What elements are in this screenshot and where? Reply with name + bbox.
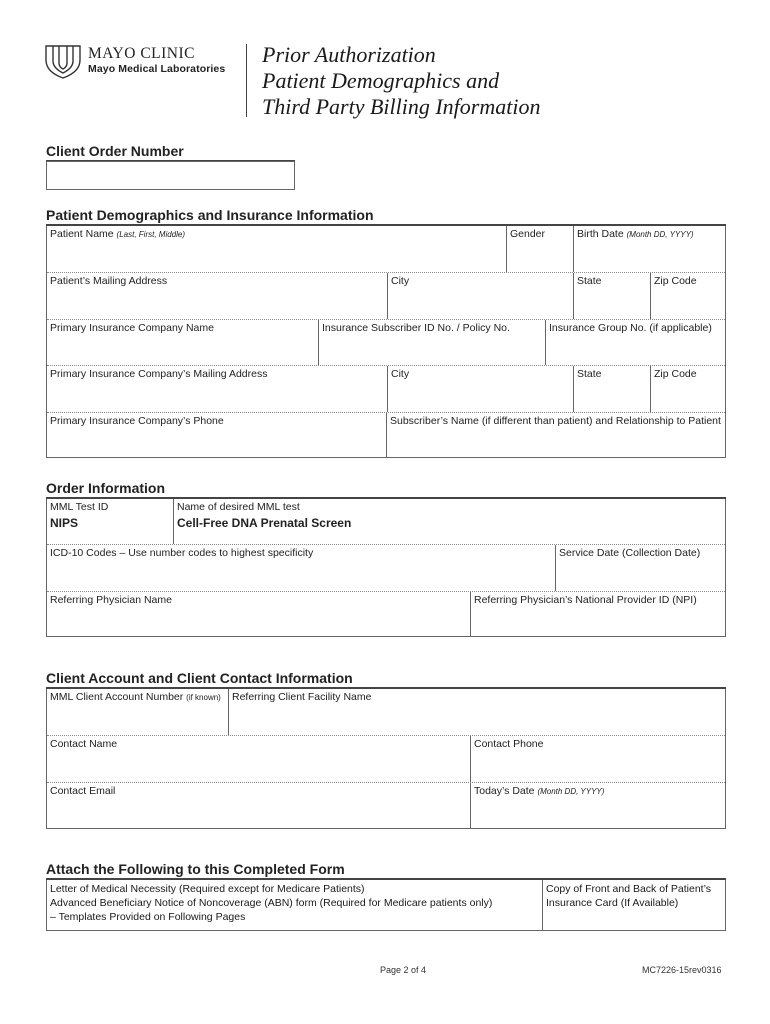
patient-row-3	[47, 319, 725, 365]
attach-item-card-line-1: Copy of Front and Back of Patient’s	[546, 883, 711, 895]
patient-zip-label: Zip Code	[654, 275, 697, 287]
facility-name-label: Referring Client Facility Name	[232, 691, 372, 703]
attach-item-abn: Advanced Beneficiary Notice of Noncoverage (ABN) form (Required for Medicare patients only)	[50, 897, 493, 909]
contact-email-field[interactable]	[47, 783, 470, 828]
attach-left-column	[50, 882, 492, 924]
birth-date-label: Birth Date	[577, 228, 624, 240]
client-order-number-field[interactable]	[46, 161, 295, 190]
test-name-label: Name of desired MML test	[177, 501, 300, 513]
test-id-value: NIPS	[50, 516, 79, 530]
physician-name-field[interactable]	[47, 592, 470, 636]
contact-phone-field[interactable]	[470, 736, 725, 782]
patient-address-label: Patient’s Mailing Address	[50, 275, 168, 287]
client-form-grid	[46, 689, 726, 829]
attach-section-heading: Attach the Following to this Completed Form	[46, 861, 345, 877]
insurance-phone-label: Primary Insurance Company’s Phone	[50, 415, 224, 427]
patient-city-field[interactable]	[387, 273, 573, 319]
insurance-phone-field[interactable]	[47, 413, 386, 457]
service-date-field[interactable]	[555, 545, 725, 591]
header-divider	[246, 44, 247, 117]
attach-item-templates: – Templates Provided on Following Pages	[50, 911, 246, 923]
patient-row-2	[47, 272, 725, 319]
service-date-label: Service Date (Collection Date)	[559, 547, 701, 559]
client-account-label: MML Client Account Number	[50, 691, 184, 703]
client-order-heading: Client Order Number	[46, 143, 184, 159]
insurance-city-field[interactable]	[387, 366, 573, 412]
attach-list-box	[46, 880, 726, 931]
test-name-field[interactable]	[173, 499, 725, 544]
title-line-3: Third Party Billing Information	[262, 94, 541, 119]
insurance-address-label: Primary Insurance Company’s Mailing Address	[50, 368, 268, 380]
order-row-1	[47, 499, 725, 544]
insurance-company-field[interactable]	[47, 320, 318, 365]
insurance-state-field[interactable]	[573, 366, 650, 412]
client-row-3	[47, 782, 725, 828]
title-line-1: Prior Authorization	[262, 42, 436, 67]
icd-codes-field[interactable]	[47, 545, 555, 591]
subscriber-name-label: Subscriber’s Name (if different than patient) and Relationship to Patient	[390, 415, 721, 427]
test-name-value: Cell-Free DNA Prenatal Screen	[177, 516, 352, 530]
form-title	[262, 42, 540, 120]
patient-row-5	[47, 412, 725, 457]
physician-name-label: Referring Physician Name	[50, 594, 172, 606]
brand-name: MAYO CLINIC	[88, 45, 195, 62]
insurance-company-label: Primary Insurance Company Name	[50, 322, 214, 334]
physician-npi-field[interactable]	[470, 592, 725, 636]
patient-city-label: City	[391, 275, 410, 287]
todays-date-label: Today’s Date	[474, 785, 535, 797]
order-section-heading: Order Information	[46, 480, 166, 496]
subscriber-id-label: Insurance Subscriber ID No. / Policy No.	[322, 322, 510, 334]
facility-name-field[interactable]	[228, 689, 725, 735]
mayo-shields-icon	[44, 43, 82, 79]
mayo-clinic-logo	[44, 43, 244, 83]
attach-item-card-line-2: Insurance Card (If Available)	[546, 897, 679, 909]
insurance-address-field[interactable]	[47, 366, 387, 412]
subscriber-name-field[interactable]	[386, 413, 725, 457]
patient-zip-field[interactable]	[650, 273, 725, 319]
form-code: MC7226-15rev0316	[642, 965, 722, 975]
patient-state-field[interactable]	[573, 273, 650, 319]
insurance-city-label: City	[391, 368, 410, 380]
birth-date-field[interactable]	[573, 226, 725, 272]
contact-email-label: Contact Email	[50, 785, 116, 797]
client-account-field[interactable]	[47, 689, 228, 735]
contact-name-field[interactable]	[47, 736, 470, 782]
patient-name-hint: (Last, First, Middle)	[116, 230, 186, 239]
patient-row-4	[47, 365, 725, 412]
patient-address-field[interactable]	[47, 273, 387, 319]
client-row-2	[47, 735, 725, 782]
group-number-field[interactable]	[545, 320, 725, 365]
client-row-1	[47, 689, 725, 735]
page-number: Page 2 of 4	[380, 965, 427, 975]
todays-date-hint: (Month DD, YYYY)	[537, 787, 605, 796]
order-form-grid	[46, 499, 726, 637]
attach-item-letter: Letter of Medical Necessity (Required except for Medicare Patients)	[50, 883, 365, 895]
patient-section-heading: Patient Demographics and Insurance Information	[46, 207, 374, 223]
physician-npi-label: Referring Physician’s National Provider ID (NPI)	[474, 594, 697, 606]
todays-date-field[interactable]	[470, 783, 725, 828]
client-section-heading: Client Account and Client Contact Information	[46, 670, 353, 686]
insurance-zip-field[interactable]	[650, 366, 725, 412]
order-row-2	[47, 544, 725, 591]
brand-subtitle: Mayo Medical Laboratories	[88, 63, 226, 75]
client-account-hint: (if known)	[186, 693, 221, 702]
patient-row-1	[47, 226, 725, 272]
attach-right-column	[542, 880, 711, 930]
order-row-3	[47, 591, 725, 636]
patient-name-field[interactable]	[47, 226, 506, 272]
subscriber-id-field[interactable]	[318, 320, 545, 365]
insurance-state-label: State	[577, 368, 602, 380]
patient-name-label: Patient Name	[50, 228, 114, 240]
contact-phone-label: Contact Phone	[474, 738, 544, 750]
icd-codes-label: ICD-10 Codes – Use number codes to highest specificity	[50, 547, 314, 559]
patient-form-grid	[46, 226, 726, 458]
patient-state-label: State	[577, 275, 602, 287]
test-id-field[interactable]	[47, 499, 173, 544]
group-number-label: Insurance Group No. (if applicable)	[549, 322, 712, 334]
title-line-2: Patient Demographics and	[262, 68, 500, 93]
insurance-zip-label: Zip Code	[654, 368, 697, 380]
contact-name-label: Contact Name	[50, 738, 118, 750]
birth-date-hint: (Month DD, YYYY)	[626, 230, 694, 239]
gender-field[interactable]	[506, 226, 573, 272]
test-id-label: MML Test ID	[50, 501, 109, 513]
gender-label: Gender	[510, 228, 546, 240]
